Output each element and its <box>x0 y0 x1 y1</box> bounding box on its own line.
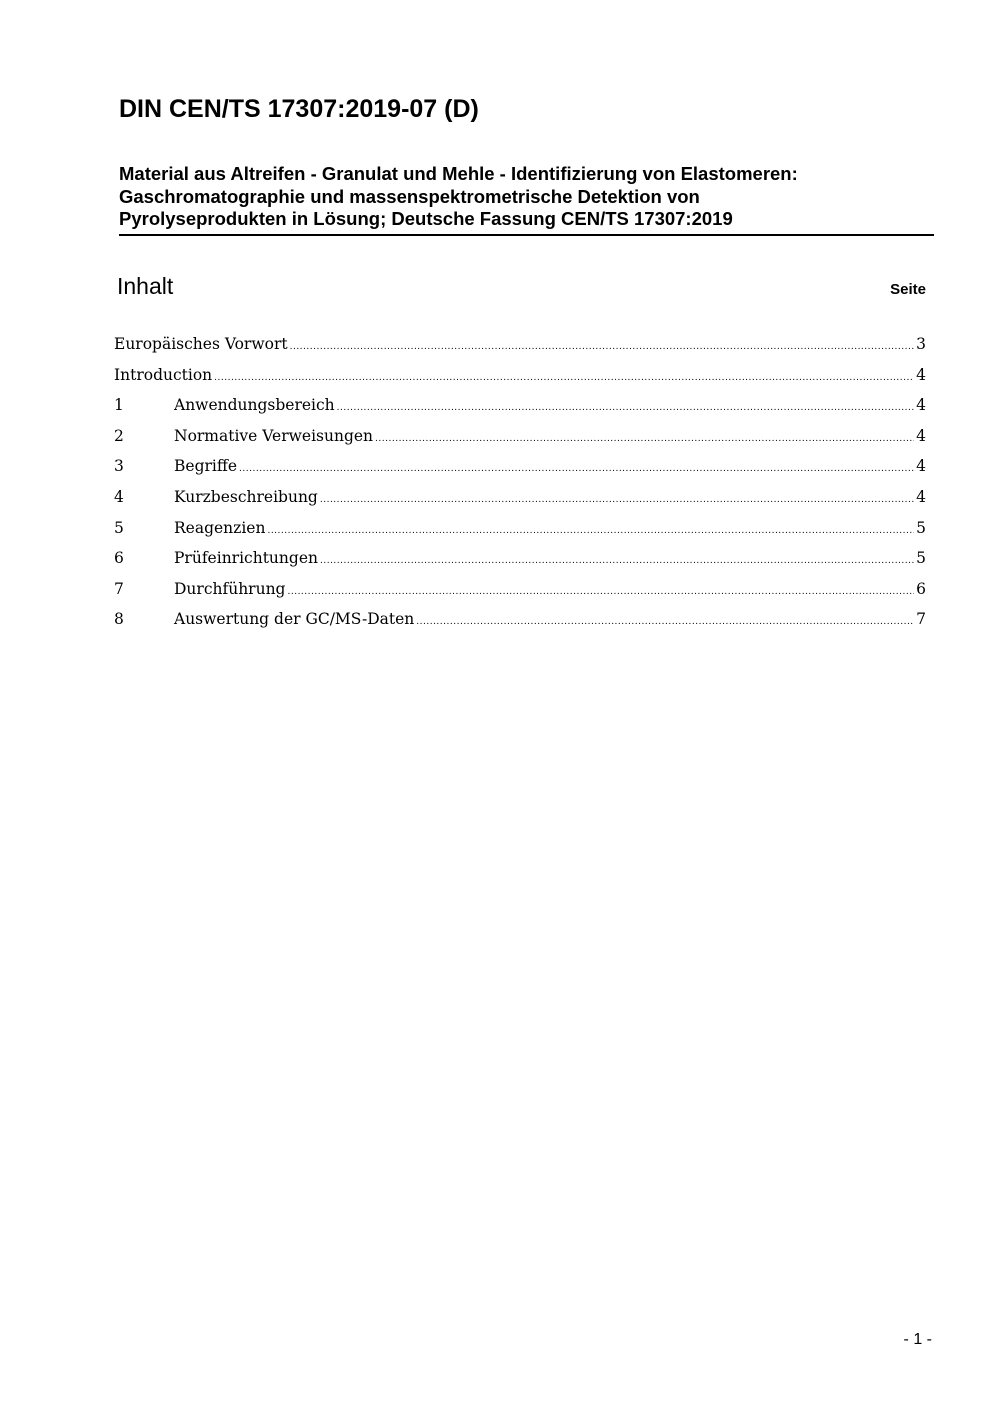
toc-entry-page: 4 <box>916 487 926 506</box>
toc-entry-page: 5 <box>916 518 926 537</box>
toc-entry-auswertung-gcms-daten[interactable] <box>114 607 926 638</box>
toc-entry-label: Anwendungsbereich <box>174 396 335 415</box>
toc-entry-label: Prüfeinrichtungen <box>174 549 318 568</box>
toc-entry-number: 8 <box>114 610 124 629</box>
toc-entry-number: 2 <box>114 426 124 445</box>
toc-entry-reagenzien[interactable] <box>114 516 926 547</box>
toc-entry-europaeisches-vorwort[interactable] <box>114 332 926 363</box>
toc-page-column-label: Seite <box>890 281 926 298</box>
toc-entry-label: Durchführung <box>174 579 286 598</box>
toc-entry-label: Reagenzien <box>174 518 266 537</box>
toc-entry-label: Introduction <box>114 365 213 384</box>
document-title-line: Gaschromatographie und massenspektrometrische Detektion von <box>119 185 700 207</box>
toc-leader-dots <box>287 580 914 604</box>
toc-entry-page: 3 <box>916 335 926 353</box>
table-of-contents <box>114 332 926 638</box>
toc-entry-page: 4 <box>916 365 926 384</box>
toc-entry-number: 4 <box>114 487 124 506</box>
toc-entry-page: 5 <box>916 549 926 568</box>
toc-entry-page: 7 <box>916 610 926 629</box>
toc-leader-dots <box>416 610 914 634</box>
toc-entry-number: 6 <box>114 549 124 568</box>
toc-leader-dots <box>375 427 914 451</box>
toc-entry-page: 6 <box>916 579 926 598</box>
toc-entry-page: 4 <box>916 426 926 445</box>
toc-leader-dots <box>320 549 914 573</box>
toc-entry-kurzbeschreibung[interactable] <box>114 485 926 516</box>
toc-entry-label: Kurzbeschreibung <box>174 487 318 506</box>
document-code: DIN CEN/TS 17307:2019-07 (D) <box>119 95 479 123</box>
toc-leader-dots <box>337 396 914 420</box>
toc-entry-durchfuehrung[interactable] <box>114 577 926 608</box>
document-title-line: Material aus Altreifen - Granulat und Mehle - Identifizierung von Elastomeren: <box>119 163 798 184</box>
toc-entry-page: 4 <box>916 457 926 476</box>
toc-heading: Inhalt <box>117 273 174 299</box>
toc-entry-label: Begriffe <box>174 457 238 476</box>
toc-leader-dots <box>214 366 914 390</box>
toc-entry-number: 7 <box>114 579 124 598</box>
toc-entry-anwendungsbereich[interactable] <box>114 393 926 424</box>
toc-entry-number: 5 <box>114 518 124 537</box>
toc-entry-label: Auswertung der GC/MS-Daten <box>174 610 415 629</box>
toc-leader-dots <box>290 335 915 359</box>
toc-leader-dots <box>239 457 914 481</box>
toc-entry-label: Europäisches Vorwort <box>114 335 288 353</box>
toc-leader-dots <box>267 519 914 543</box>
toc-leader-dots <box>320 488 914 512</box>
toc-entry-pruefeinrichtungen[interactable] <box>114 546 926 577</box>
document-title-line: Pyrolyseprodukten in Lösung; Deutsche Fassung CEN/TS 17307:2019 <box>119 208 733 229</box>
toc-entry-number: 1 <box>114 396 124 415</box>
toc-entry-begriffe[interactable] <box>114 454 926 485</box>
document-title <box>119 163 934 236</box>
toc-entry-page: 4 <box>916 396 926 415</box>
toc-entry-number: 3 <box>114 457 124 476</box>
toc-entry-label: Normative Verweisungen <box>174 426 374 445</box>
toc-entry-normative-verweisungen[interactable] <box>114 424 926 455</box>
toc-entry-introduction[interactable] <box>114 363 926 394</box>
page-number: - 1 - <box>903 1331 932 1348</box>
